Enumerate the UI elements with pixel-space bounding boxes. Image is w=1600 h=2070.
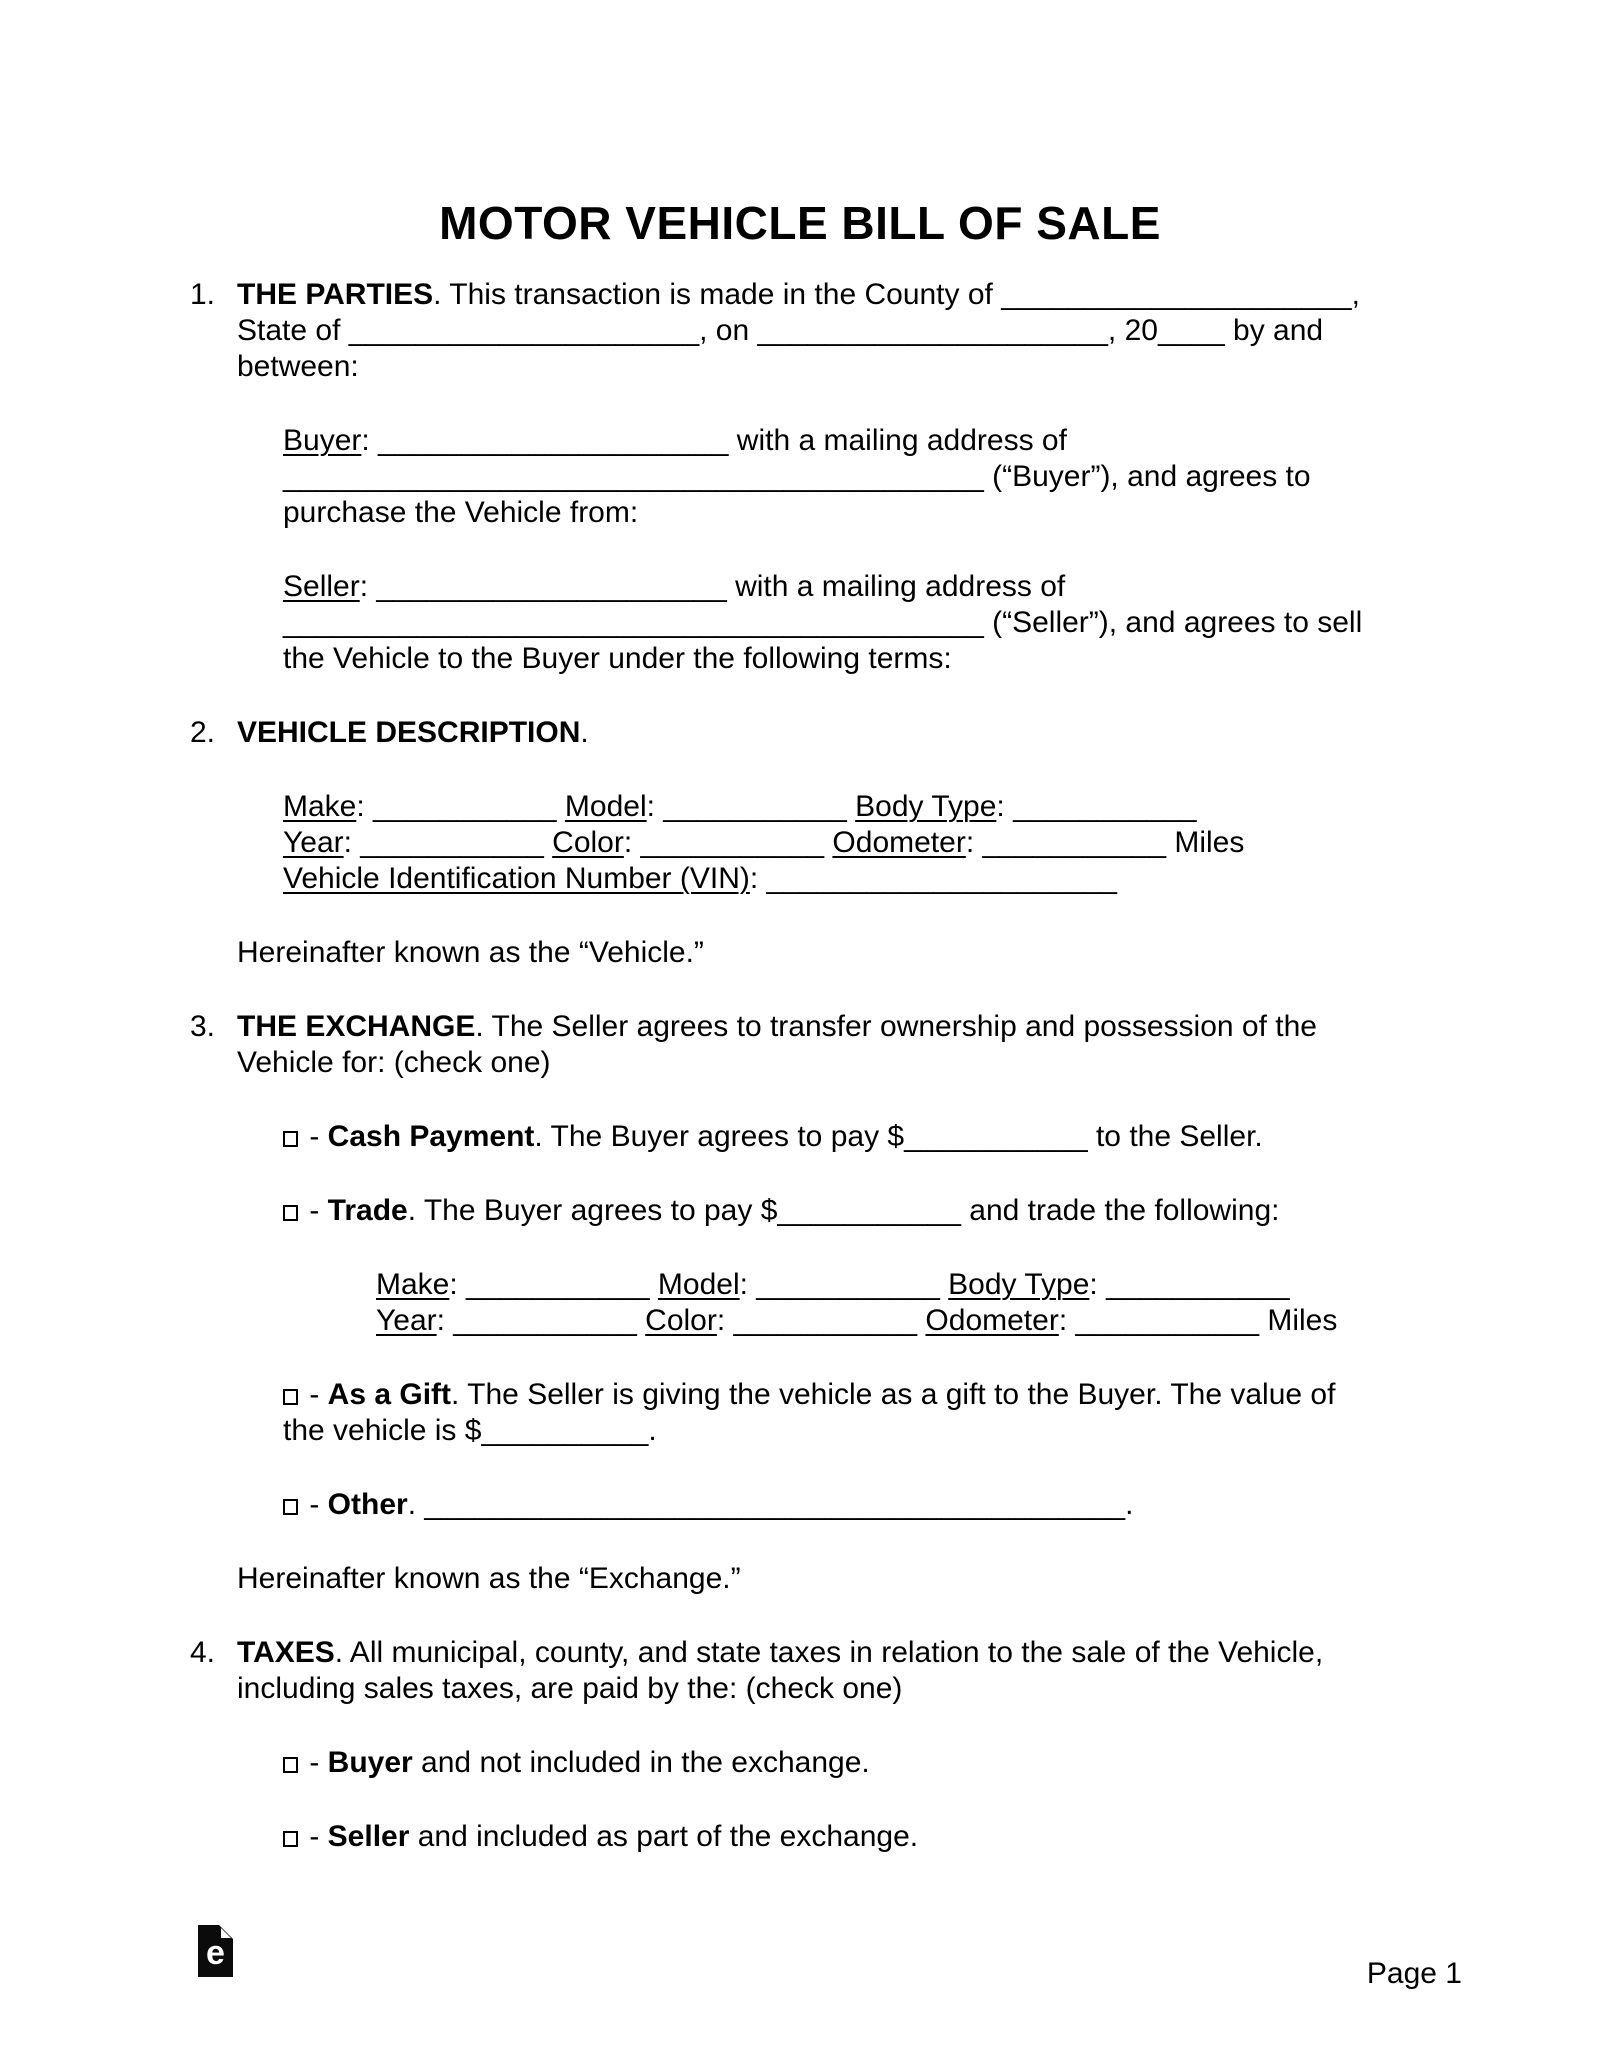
text-run: : (646, 790, 664, 823)
text-run: . The Seller is giving the vehicle as a gift to the Buyer. The value of (451, 1378, 1336, 1411)
text-line (237, 1635, 1540, 1671)
seller-label: Seller (283, 570, 360, 603)
text-run: . This transaction is made in the County of (433, 278, 1002, 311)
text-line (376, 1303, 1540, 1339)
text-run: . (580, 716, 589, 749)
option-cash-payment (283, 1119, 1540, 1155)
text-run: and trade the following: (960, 1194, 1280, 1227)
section-1-body (237, 277, 1540, 385)
odometer-label: Odometer (832, 826, 966, 859)
section-3-body (237, 1009, 1540, 1081)
text-run: - (301, 1120, 328, 1153)
blank-trade-odometer[interactable]: ___________ (1075, 1304, 1260, 1337)
text-run (544, 826, 552, 859)
tax-seller-label: Seller (327, 1820, 410, 1853)
text-run: , 20 (1107, 314, 1158, 347)
text-run: , on (699, 314, 758, 347)
seller-paragraph (283, 569, 1540, 677)
logo-letter: e (206, 1934, 225, 1972)
section-4-body (237, 1635, 1540, 1707)
tax-buyer-label: Buyer (327, 1746, 413, 1779)
text-run: Miles (1166, 826, 1245, 859)
blank-cash-amount[interactable]: ___________ (904, 1120, 1088, 1153)
text-run: . The Buyer agrees to pay $ (407, 1194, 778, 1227)
section-2-body (237, 715, 1540, 751)
text-run: : (996, 790, 1014, 823)
text-run: : (359, 570, 377, 603)
text-run: : (716, 1304, 734, 1337)
document-title: MOTOR VEHICLE BILL OF SALE (439, 197, 1161, 249)
blank-color[interactable]: ___________ (640, 826, 825, 859)
text-line (283, 1487, 1540, 1523)
text-line (376, 1267, 1540, 1303)
text-run: - (301, 1488, 328, 1521)
text-run: (“Buyer”), and agrees to (983, 460, 1311, 493)
text-run: : (1089, 1268, 1107, 1301)
page-number-label: Page 1 (1366, 1957, 1462, 1990)
text-run: - (301, 1378, 328, 1411)
trade-year-label: Year (376, 1304, 437, 1337)
text-run: , (1351, 278, 1360, 311)
gift-label: As a Gift (327, 1378, 452, 1411)
blank-gift-value[interactable]: __________ (481, 1414, 649, 1447)
section-1-parties (190, 277, 1540, 385)
text-line: between: (237, 350, 359, 383)
option-other (283, 1487, 1540, 1523)
text-run: Miles (1259, 1304, 1338, 1337)
text-line (237, 1009, 1540, 1045)
buyer-paragraph (283, 423, 1540, 531)
text-run: . (648, 1414, 657, 1447)
text-run: and not included in the exchange. (412, 1746, 870, 1779)
text-run: the vehicle is $ (283, 1414, 482, 1447)
text-run (557, 790, 565, 823)
checkbox-other[interactable] (283, 1499, 298, 1515)
blank-buyer-address[interactable]: __________________________________________ (283, 460, 984, 493)
blank-trade-make[interactable]: ___________ (466, 1268, 650, 1301)
blank-odometer[interactable]: ___________ (982, 826, 1167, 859)
text-line (283, 1745, 1540, 1781)
blank-seller-address[interactable]: __________________________________________ (283, 606, 984, 639)
section-2-number: 2. (190, 716, 216, 749)
text-run: to the Seller. (1087, 1120, 1263, 1153)
text-run (637, 1304, 645, 1337)
color-label: Color (552, 826, 624, 859)
trade-label: Trade (327, 1194, 408, 1227)
blank-year[interactable]: ____ (1157, 314, 1225, 347)
text-line (283, 789, 1540, 825)
checkbox-tax-buyer[interactable] (283, 1757, 298, 1773)
hereinafter-exchange (237, 1561, 1540, 1597)
blank-trade-body-type[interactable]: ___________ (1106, 1268, 1290, 1301)
text-run: State of (237, 314, 349, 347)
option-tax-seller (283, 1819, 1540, 1855)
trade-odometer-label: Odometer (925, 1304, 1059, 1337)
text-run: and included as part of the exchange. (409, 1820, 919, 1853)
text-line (283, 569, 1540, 605)
section-2-vehicle-description (190, 715, 1540, 751)
section-1-heading: THE PARTIES (237, 278, 434, 311)
checkbox-gift[interactable] (283, 1389, 298, 1405)
blank-body-type[interactable]: ___________ (1013, 790, 1197, 823)
blank-trade-amount[interactable]: ___________ (777, 1194, 961, 1227)
text-run (847, 790, 855, 823)
text-run: : (1058, 1304, 1076, 1337)
checkbox-tax-seller[interactable] (283, 1831, 298, 1847)
hereinafter-vehicle (237, 935, 1540, 971)
text-run: with a mailing address of (726, 570, 1066, 603)
text-line: purchase the Vehicle from: (283, 496, 639, 529)
section-3-heading: THE EXCHANGE (237, 1010, 476, 1043)
cash-payment-label: Cash Payment (327, 1120, 535, 1153)
blank-model[interactable]: ___________ (663, 790, 847, 823)
text-run: : (343, 826, 361, 859)
text-line: including sales taxes, are paid by the: (check one) (237, 1672, 903, 1705)
text-line: Vehicle for: (check one) (237, 1046, 551, 1079)
text-run: (“Seller”), and agrees to sell (983, 606, 1363, 639)
text-run: with a mailing address of (728, 424, 1067, 457)
text-run: : (623, 826, 641, 859)
option-tax-buyer (283, 1745, 1540, 1781)
section-3-number: 3. (190, 1010, 216, 1043)
blank-state[interactable]: _____________________ (348, 314, 700, 347)
checkbox-trade[interactable] (283, 1205, 298, 1221)
blank-date[interactable]: _____________________ (757, 314, 1108, 347)
text-line (237, 277, 1540, 313)
text-run: : (436, 1304, 454, 1337)
text-run: : (361, 424, 379, 457)
text-line (237, 313, 1540, 349)
body-type-label: Body Type (855, 790, 997, 823)
section-2-heading: VEHICLE DESCRIPTION (237, 716, 581, 749)
text-run: . All municipal, county, and state taxes in relation to the sale of the Vehicle, (334, 1636, 1324, 1669)
text-run: . The Seller agrees to transfer ownership and possession of the (475, 1010, 1317, 1043)
text-line (283, 459, 1540, 495)
make-label: Make (283, 790, 357, 823)
text-line (283, 1119, 1540, 1155)
text-line (283, 1413, 1540, 1449)
section-4-number: 4. (190, 1636, 216, 1669)
blank-buyer-name[interactable]: _____________________ (378, 424, 729, 457)
blank-county[interactable]: _____________________ (1001, 278, 1352, 311)
section-4-taxes (190, 1635, 1540, 1707)
option-trade (283, 1193, 1540, 1229)
text-line (283, 1193, 1540, 1229)
text-run: by and (1224, 314, 1324, 347)
blank-year-field[interactable]: ___________ (360, 826, 544, 859)
vehicle-fields (283, 789, 1540, 897)
text-run: : (449, 1268, 467, 1301)
blank-trade-model[interactable]: ___________ (756, 1268, 940, 1301)
section-4-heading: TAXES (237, 1636, 335, 1669)
text-line (283, 1377, 1540, 1413)
blank-other[interactable]: __________________________________________ (424, 1488, 1126, 1521)
text-line: Hereinafter known as the “Vehicle.” (237, 936, 704, 969)
checkbox-cash-payment[interactable] (283, 1131, 298, 1147)
trade-color-label: Color (645, 1304, 717, 1337)
text-line (283, 423, 1540, 459)
document-content (0, 277, 1600, 1855)
model-label: Model (564, 790, 647, 823)
option-gift (283, 1377, 1540, 1449)
trade-body-type-label: Body Type (948, 1268, 1090, 1301)
text-run: - (301, 1820, 328, 1853)
text-run: : (749, 862, 767, 895)
text-run: - (301, 1746, 328, 1779)
trade-vehicle-fields (376, 1267, 1540, 1339)
text-run: : (356, 790, 374, 823)
text-line (283, 605, 1540, 641)
vin-label: Vehicle Identification Number (VIN) (283, 862, 750, 895)
blank-trade-year[interactable]: ___________ (453, 1304, 637, 1337)
text-run: . (1125, 1488, 1134, 1521)
text-line: the Vehicle to the Buyer under the following terms: (283, 642, 952, 675)
text-run (650, 1268, 658, 1301)
section-1-number: 1. (190, 278, 216, 311)
eforms-logo (198, 1925, 233, 1977)
year-label: Year (283, 826, 344, 859)
text-run: : (965, 826, 983, 859)
text-line (283, 825, 1540, 861)
text-line (237, 715, 1540, 751)
text-run: : (739, 1268, 757, 1301)
section-3-exchange (190, 1009, 1540, 1081)
blank-vin[interactable]: _____________________ (766, 862, 1117, 895)
text-run (940, 1268, 948, 1301)
text-run: - (301, 1194, 328, 1227)
trade-make-label: Make (376, 1268, 450, 1301)
blank-make[interactable]: ___________ (373, 790, 557, 823)
text-run: . The Buyer agrees to pay $ (534, 1120, 905, 1153)
text-line (283, 1819, 1540, 1855)
text-run: . (407, 1488, 425, 1521)
buyer-label: Buyer (283, 424, 362, 457)
blank-seller-name[interactable]: _____________________ (376, 570, 727, 603)
text-line: Hereinafter known as the “Exchange.” (237, 1562, 741, 1595)
other-label: Other (327, 1488, 408, 1521)
trade-model-label: Model (657, 1268, 740, 1301)
text-line (283, 861, 1540, 897)
blank-trade-color[interactable]: ___________ (733, 1304, 918, 1337)
